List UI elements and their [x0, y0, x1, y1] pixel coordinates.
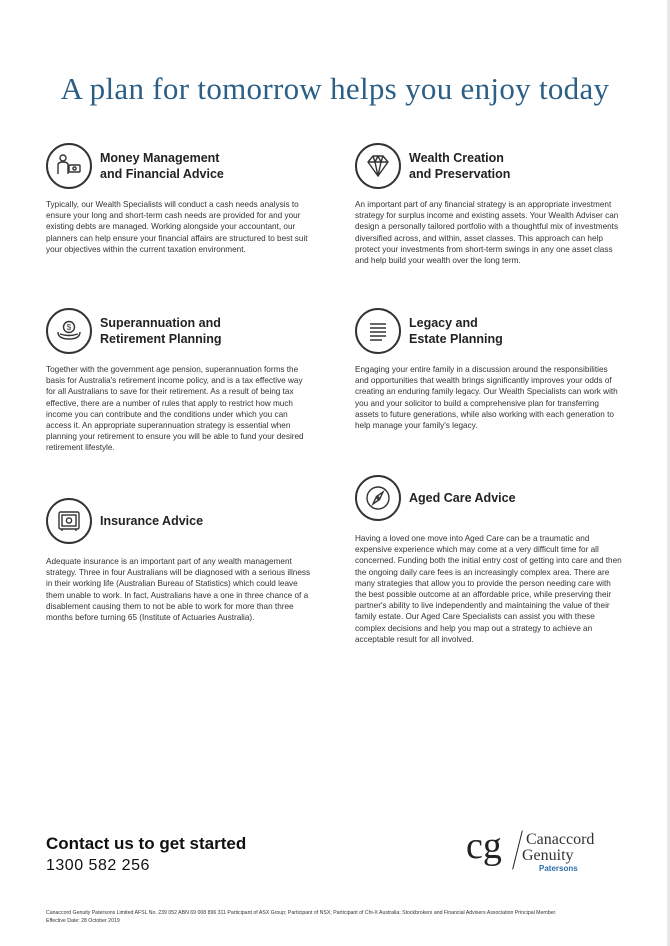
section-legacy [355, 304, 623, 431]
legal-text: Canaccord Genuity Patersons Limited AFSL No. 239 052 ABN 69 008 896 311 Participant of ASX Group; Participant of NSX; Participant of Chi-X Australia; Stockbrokers and Financial Advisers Association Principal Member. [46, 910, 557, 916]
contact-heading: Contact us to get started [46, 834, 247, 853]
footer-legal [46, 909, 636, 925]
effective-date: Effective Date: 28 October 2019 [46, 918, 120, 924]
section-body: Typically, our Wealth Specialists will conduct a cash needs analysis to ensure your long and short-term cash needs are provided for and your existing debts are managed. Working alongside your accountant, our planners can help ensure your financial affairs are structured to best suit your objectives within the current taxation environment. [46, 200, 308, 254]
section-wealth-creation [355, 139, 623, 266]
logo-mark: cg [466, 825, 502, 867]
svg-text:$: $ [66, 323, 72, 332]
section-title: Wealth Creation [409, 151, 504, 165]
safe-icon [46, 498, 92, 544]
money-person-icon [46, 143, 92, 189]
money-bag-icon [46, 308, 92, 354]
canaccord-genuity-logo [466, 825, 636, 878]
section-title: and Financial Advice [100, 167, 224, 181]
section-title: Legacy and [409, 316, 478, 330]
section-title: and Preservation [409, 167, 511, 181]
logo-line3: Patersons [539, 864, 578, 873]
logo-line1: Canaccord [526, 831, 595, 848]
section-superannuation [46, 304, 314, 454]
section-title: Retirement Planning [100, 332, 222, 346]
compass-icon [355, 475, 401, 521]
section-money-management [46, 139, 314, 255]
document-lines-icon [355, 308, 401, 354]
section-body: An important part of any financial strategy is an appropriate investment strategy for surplus income and existing assets. Your Wealth Adviser can design a personally tailored portfolio with a thoughtful mix of investments diversified across, and within, asset classes. This approach can help protect your investments from short-term swings in any one asset class and help build your wealth over the long term. [355, 200, 619, 266]
section-aged-care [355, 471, 623, 645]
section-title: Money Management [100, 151, 220, 165]
section-title: Superannuation and [100, 316, 221, 330]
section-body: Adequate insurance is an important part of any wealth management strategy. Three in four Australians will be diagnosed with a serious illness in their working life (Australian Bureau of Statistics) which could leave them unable to work. In fact, Australians have a one in three chance of a disablement causing them to not be able to work for more than three months before turning 65 (Institute of Actuaries Australia). [46, 557, 311, 623]
section-insurance [46, 494, 314, 623]
page-title: A plan for tomorrow helps you enjoy today [60, 71, 610, 106]
section-title: Insurance Advice [100, 514, 204, 528]
section-body: Together with the government age pension, superannuation forms the basis for Australia's retirement income policy, and is a tax effective way for all Australians to save for their retirement. As a result of being tax effective, there are a number of rules that apply to restrict how much income you can contribute and the conditions under which you can access it. An appropriate superannuation strategy is essential when planning your retirement to ensure you will be able to fund your desired retirement lifestyle. [46, 365, 304, 453]
diamond-icon [355, 143, 401, 189]
section-title: Estate Planning [409, 332, 503, 346]
section-body: Engaging your entire family in a discussion around the responsibilities and opportunities that wealth brings significantly improves your odds of creating an enduring family legacy. Our Wealth Specialists can work with you and your solicitor to build a comprehensive plan for transferring assets to future generations, while also working with each generation to help manage your family's legacy. [355, 365, 618, 431]
logo-line2: Genuity [522, 847, 574, 864]
section-title: Aged Care Advice [409, 491, 516, 505]
section-body: Having a loved one move into Aged Care can be a traumatic and expensive experience which may come at a very difficult time for all concerned. Funding both the initial entry cost of getting into care and then the ongoing daily care fees is an increasingly complex area. There are many strategies that allow you to provide the person needing care with the best possible outcome at an affordable price, while preserving their partner's ability to live independently and maintaining the value of their family estate. Our Aged Care Specialists can assist you with these complex decisions and help you map out a strategy to achieve an acceptable result for all involved. [355, 534, 622, 644]
contact-phone[interactable]: 1300 582 256 [46, 857, 150, 874]
